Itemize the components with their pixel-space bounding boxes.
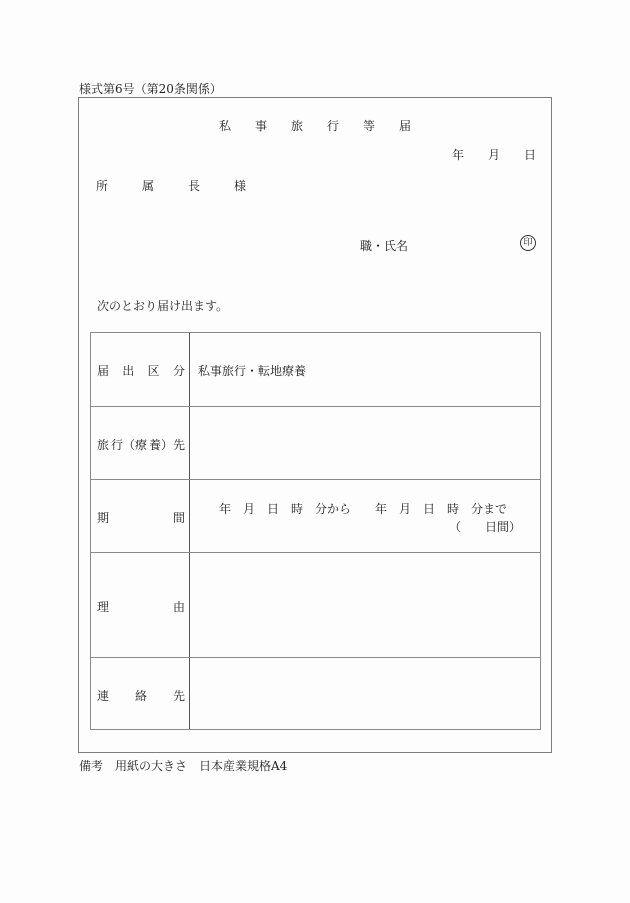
row-label: 届 出 区 分 bbox=[97, 364, 185, 378]
addressee-char: 所 bbox=[96, 179, 109, 193]
intro-text: 次のとおり届け出ます。 bbox=[97, 299, 229, 313]
title-char: 私 bbox=[218, 119, 231, 133]
addressee-char: 様 bbox=[234, 179, 247, 193]
category-value[interactable]: 私事旅行・転地療養 bbox=[198, 364, 307, 378]
period-line-2[interactable]: （ 日間） bbox=[449, 520, 522, 534]
addressee-char: 属 bbox=[142, 179, 155, 193]
title-char: 行 bbox=[327, 119, 340, 133]
date-year: 年 bbox=[452, 148, 465, 162]
row-label: 理 由 bbox=[97, 600, 185, 614]
table-row-period bbox=[91, 479, 540, 552]
table-row-reason bbox=[91, 552, 540, 657]
period-line-1[interactable]: 年 月 日 時 分から 年 月 日 時 分まで bbox=[219, 502, 508, 516]
title-char: 旅 bbox=[290, 119, 303, 133]
form-title bbox=[0, 117, 630, 134]
title-char: 等 bbox=[363, 119, 376, 133]
row-label: 期 間 bbox=[97, 511, 185, 525]
request-table bbox=[90, 332, 541, 730]
row-label: 旅 行（療 養）先 bbox=[97, 438, 185, 452]
date-day: 日 bbox=[524, 148, 537, 162]
title-char: 届 bbox=[399, 119, 412, 133]
date-line bbox=[452, 146, 536, 163]
row-label: 連 絡 先 bbox=[97, 689, 185, 703]
date-month: 月 bbox=[488, 148, 501, 162]
table-row-contact bbox=[91, 657, 540, 730]
position-name-label: 職・氏名 bbox=[360, 239, 409, 253]
table-row-category bbox=[91, 333, 540, 406]
title-char: 事 bbox=[254, 119, 267, 133]
seal-icon: 印 bbox=[520, 235, 536, 251]
addressee bbox=[96, 177, 280, 194]
form-identifier: 様式第6号（第20条関係） bbox=[79, 82, 222, 96]
addressee-char: 長 bbox=[188, 179, 201, 193]
footnote: 備考 用紙の大きさ 日本産業規格A4 bbox=[79, 759, 288, 773]
table-row-destination bbox=[91, 406, 540, 479]
